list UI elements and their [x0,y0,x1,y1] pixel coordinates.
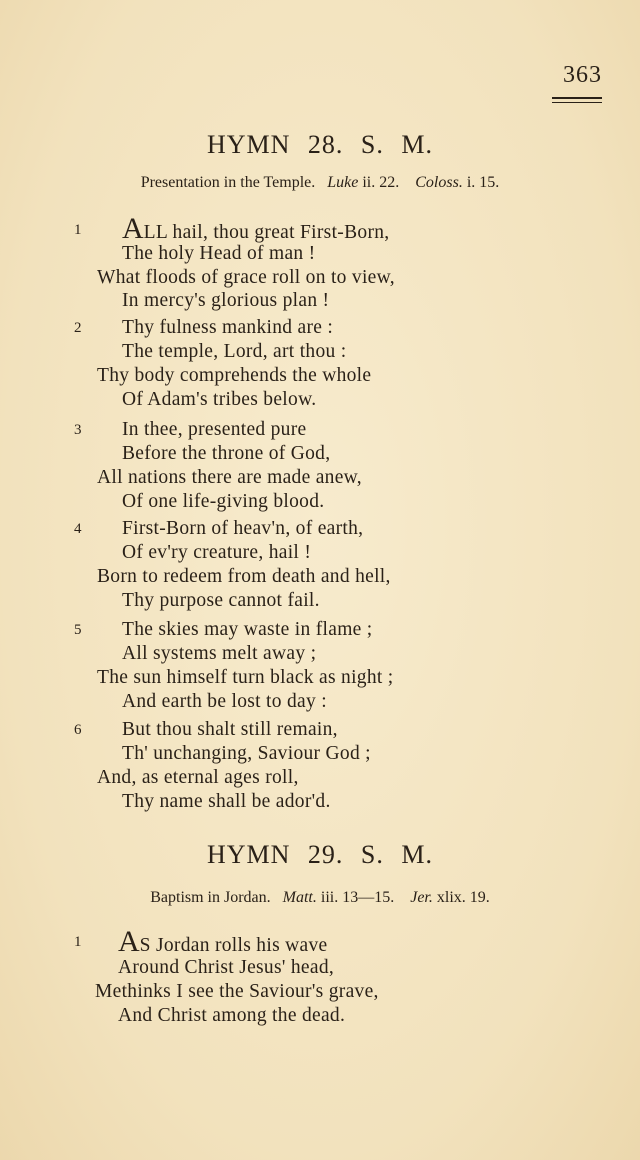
verse-line: The temple, Lord, art thou : [122,341,347,362]
verse-line: And, as eternal ages roll, [97,767,299,788]
subtitle-text: Baptism in Jordan. [150,889,271,906]
verse-line: Before the throne of God, [122,443,331,464]
verse-line: The holy Head of man ! [122,243,316,264]
verse-line: Of Adam's tribes below. [122,389,317,410]
verse-line: Of one life-giving blood. [122,491,325,512]
verse-line: The skies may waste in flame ; [122,619,373,640]
verse-line: Around Christ Jesus' head, [118,957,335,978]
hymn-title: HYMN 28. S. M. [206,130,434,159]
verse-number: 1 [74,934,82,950]
drop-cap: A [122,212,144,245]
verse-line: Methinks I see the Saviour's grave, [95,981,379,1002]
verse-line: And Christ among the dead. [118,1005,346,1026]
drop-cap: A [118,925,140,958]
verse-number: 4 [74,521,82,537]
verse-number: 3 [74,422,82,438]
verse-line: But thou shalt still remain, [122,719,338,740]
verse-line: And earth be lost to day : [122,691,327,712]
verse-line: Th' unchanging, Saviour God ; [122,743,371,764]
verse-line: What floods of grace roll on to view, [97,267,395,288]
verse-number: 6 [74,722,82,738]
page-number: 363 [563,62,602,88]
verse-line: All nations there are made anew, [97,467,362,488]
scripture-ref-number: ii. 22. [362,174,400,191]
verse-line: Thy body comprehends the whole [97,365,372,386]
verse-line-text: LL hail, thou great First-Born, [143,222,390,243]
hymn-subtitle [0,174,640,192]
verse-number: 1 [74,222,82,238]
scripture-ref-book: Luke [327,174,359,191]
hymn-subtitle [0,889,640,907]
verse-line-text: S Jordan rolls his wave [139,935,328,956]
verse-line: In thee, presented pure [122,419,307,440]
verse-number: 2 [74,320,82,336]
verse-line: First-Born of heav'n, of earth, [122,518,364,539]
verse-line: Of ev'ry creature, hail ! [122,542,312,563]
verse-line: Thy name shall be ador'd. [122,791,331,812]
verse-line: Thy fulness mankind are : [122,317,334,338]
scripture-ref-book: Coloss. [415,174,463,191]
header-rule [552,97,602,99]
scripture-ref-number: xlix. 19. [436,889,490,906]
scripture-ref-number: i. 15. [466,174,500,191]
verse-line: All systems melt away ; [122,643,317,664]
verse-line [122,212,389,246]
hymn-title: HYMN 29. S. M. [206,840,434,869]
verse-line: Born to redeem from death and hell, [97,566,391,587]
scripture-ref-book: Jer. [410,889,433,906]
subtitle-text: Presentation in the Temple. [140,174,316,191]
verse-line [118,925,327,959]
scripture-ref-number: iii. 13—15. [320,889,395,906]
verse-line: In mercy's glorious plan ! [122,290,330,311]
verse-line: The sun himself turn black as night ; [97,667,394,688]
header-rule-thin [552,102,602,103]
scripture-ref-book: Matt. [282,889,317,906]
verse-line: Thy purpose cannot fail. [122,590,320,611]
verse-number: 5 [74,622,82,638]
